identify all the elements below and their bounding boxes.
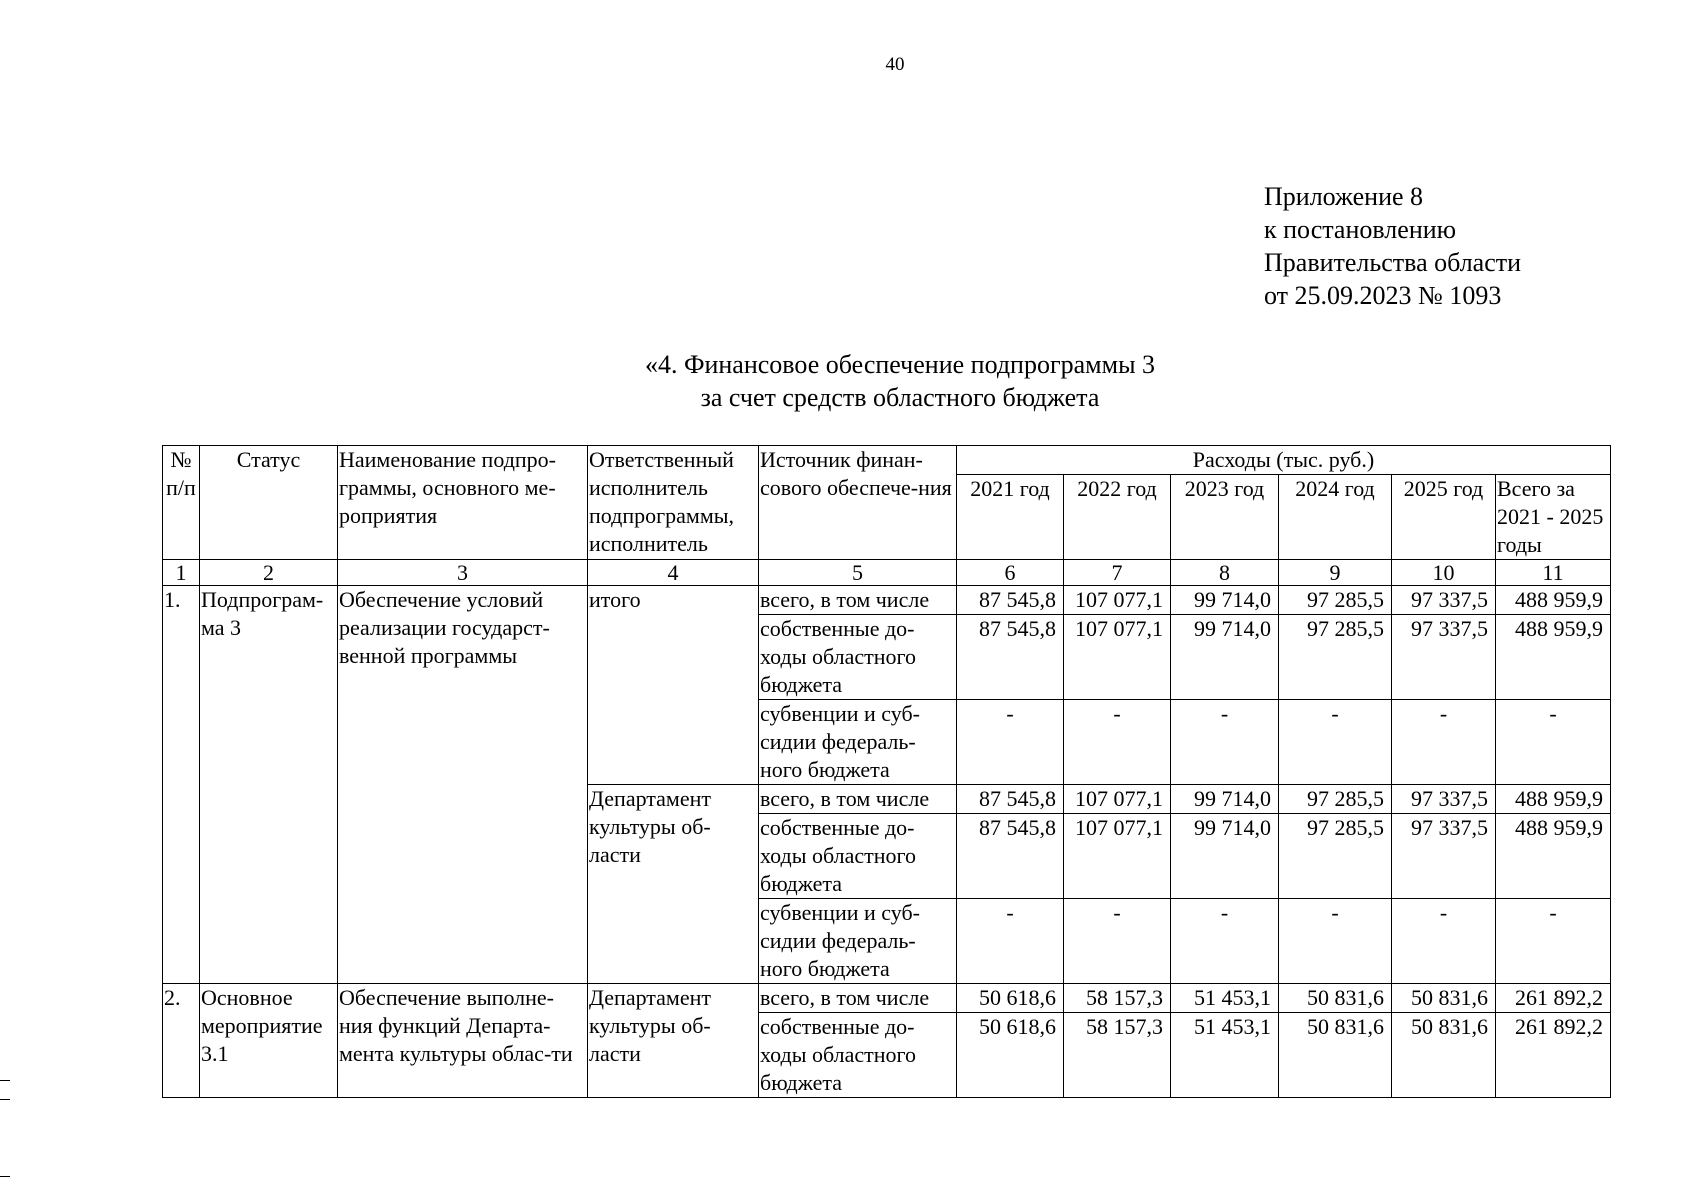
row-name: Обеспечение условий реализации государст-венной программы [338,586,588,984]
header-total: Всего за 2021 - 2025 годы [1496,475,1611,560]
value-2021: 87 545,8 [957,586,1064,615]
value-2021: 87 545,8 [957,785,1064,814]
value-2025: 50 831,6 [1392,984,1496,1013]
value-2024: 50 831,6 [1279,1013,1392,1098]
value-2025: 97 337,5 [1392,586,1496,615]
header-status: Статус [200,446,338,560]
col-number: 6 [957,560,1064,586]
value-total: 261 892,2 [1496,1013,1611,1098]
value-2022: - [1064,899,1171,984]
value-2023: 99 714,0 [1171,586,1279,615]
value-2024: - [1279,700,1392,785]
column-numbers-row [163,560,1611,586]
value-2021: - [957,899,1064,984]
value-2025: 50 831,6 [1392,1013,1496,1098]
value-2024: 50 831,6 [1279,984,1392,1013]
col-number: 7 [1064,560,1171,586]
title-line: «4. Финансовое обеспечение подпрограммы 3 [644,350,1156,379]
value-2022: 107 077,1 [1064,615,1171,700]
header-year-2021: 2021 год [957,475,1064,560]
value-total: 488 959,9 [1496,586,1611,615]
table-row [163,984,1611,1013]
col-number: 1 [163,560,200,586]
table-row [163,586,1611,615]
appendix-line: Правительства области [1264,248,1522,277]
value-2023: 51 453,1 [1171,984,1279,1013]
header-expenses: Расходы (тыс. руб.) [957,446,1611,475]
col-number: 9 [1279,560,1392,586]
value-2024: 97 285,5 [1279,814,1392,899]
col-number: 10 [1392,560,1496,586]
value-total: 488 959,9 [1496,615,1611,700]
col-number: 3 [338,560,588,586]
appendix-line: Приложение 8 [1264,182,1424,211]
row-executor: Департамент культуры об-ласти [588,984,759,1098]
value-2024: - [1279,899,1392,984]
row-source: собственные до-ходы областного бюджета [759,615,957,700]
value-2024: 97 285,5 [1279,615,1392,700]
value-total: 488 959,9 [1496,814,1611,899]
value-2021: 87 545,8 [957,814,1064,899]
row-source: всего, в том числе [759,785,957,814]
margin-mark [0,1080,10,1100]
page-number: 40 [885,54,905,75]
row-source: субвенции и суб-сидии федераль-ного бюджета [759,899,957,984]
value-2021: 50 618,6 [957,984,1064,1013]
value-2022: 58 157,3 [1064,984,1171,1013]
value-total: 488 959,9 [1496,785,1611,814]
document-title [400,348,1400,414]
value-2024: 97 285,5 [1279,785,1392,814]
row-name: Обеспечение выполне-ния функций Департа-мента культуры облас-ти [338,984,588,1098]
value-2021: 87 545,8 [957,615,1064,700]
value-2022: - [1064,700,1171,785]
value-2025: - [1392,899,1496,984]
value-2022: 107 077,1 [1064,814,1171,899]
row-source: субвенции и суб-сидии федераль-ного бюджета [759,700,957,785]
value-total: 261 892,2 [1496,984,1611,1013]
header-year-2023: 2023 год [1171,475,1279,560]
row-status: Подпрограм-ма 3 [200,586,338,984]
value-2023: - [1171,700,1279,785]
col-number: 4 [588,560,759,586]
value-2023: 51 453,1 [1171,1013,1279,1098]
header-year-2024: 2024 год [1279,475,1392,560]
value-2023: 99 714,0 [1171,814,1279,899]
appendix-line: к постановлению [1264,215,1457,244]
value-2025: 97 337,5 [1392,814,1496,899]
header-num: № п/п [163,446,200,560]
value-total: - [1496,700,1611,785]
header-source: Источник финан-сового обеспече-ния [759,446,957,560]
header-name: Наименование подпро-граммы, основного ме-роприятия [338,446,588,560]
row-source: собственные до-ходы областного бюджета [759,814,957,899]
header-executor: Ответственный исполнитель подпрограммы, исполнитель [588,446,759,560]
value-2023: 99 714,0 [1171,785,1279,814]
title-line: за счет средств областного бюджета [700,383,1100,412]
header-year-2025: 2025 год [1392,475,1496,560]
value-2023: - [1171,899,1279,984]
finance-table [162,445,1611,1098]
value-2025: - [1392,700,1496,785]
col-number: 5 [759,560,957,586]
row-source: всего, в том числе [759,586,957,615]
appendix-block [1264,180,1521,312]
row-source: всего, в том числе [759,984,957,1013]
value-2022: 58 157,3 [1064,1013,1171,1098]
value-2022: 107 077,1 [1064,785,1171,814]
row-source: собственные до-ходы областного бюджета [759,1013,957,1098]
col-number: 8 [1171,560,1279,586]
appendix-line: от 25.09.2023 № 1093 [1264,281,1502,310]
row-executor: Департамент культуры об-ласти [588,785,759,984]
value-2022: 107 077,1 [1064,586,1171,615]
row-num: 1. [163,586,200,984]
value-2025: 97 337,5 [1392,785,1496,814]
header-year-2022: 2022 год [1064,475,1171,560]
value-2024: 97 285,5 [1279,586,1392,615]
value-2021: 50 618,6 [957,1013,1064,1098]
value-2021: - [957,700,1064,785]
col-number: 11 [1496,560,1611,586]
row-status: Основное мероприятие 3.1 [200,984,338,1098]
margin-mark [0,1176,10,1177]
value-2023: 99 714,0 [1171,615,1279,700]
value-2025: 97 337,5 [1392,615,1496,700]
header-row [163,446,1611,475]
row-executor: итого [588,586,759,785]
value-total: - [1496,899,1611,984]
col-number: 2 [200,560,338,586]
row-num: 2. [163,984,200,1098]
